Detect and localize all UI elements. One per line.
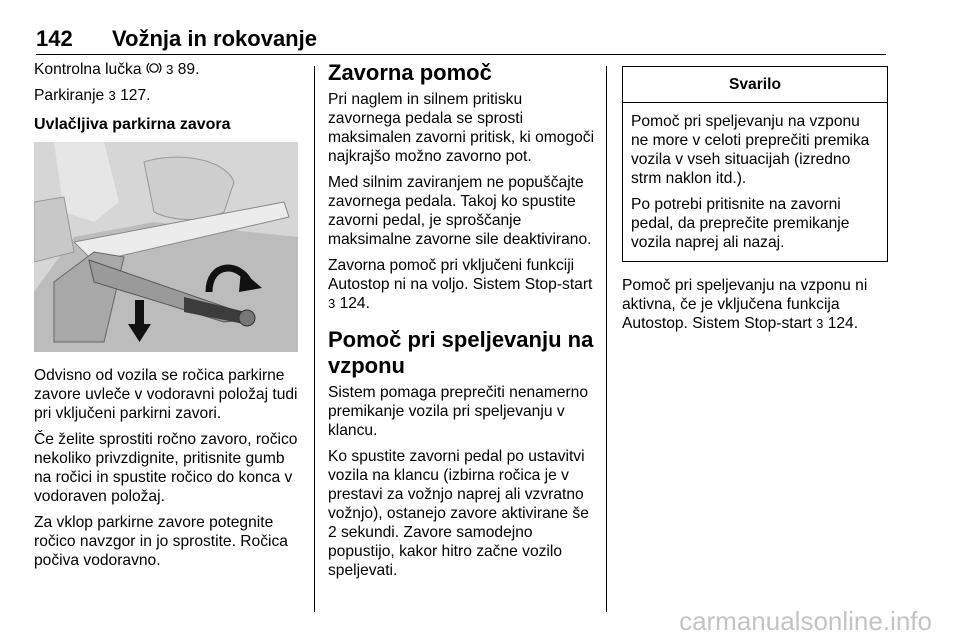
section-heading: Pomoč pri speljevanju na vzponu — [328, 327, 594, 378]
chapter-title: Vožnja in rokovanje — [112, 26, 317, 51]
page-ref-arrow-icon: 3 — [816, 316, 824, 331]
warning-light-reference: Kontrolna lučka 3 89. — [34, 61, 200, 78]
column-divider — [606, 66, 607, 612]
column-3 — [622, 60, 888, 340]
parking-reference: Parkiranje 3 127. — [34, 87, 151, 104]
page-ref-arrow-icon: 3 — [166, 62, 174, 77]
paragraph: Odvisno od vozila se ročica parkirne zavore uvleče v vodoravni položaj tudi pri vključeni parkirni zavori. — [34, 367, 298, 422]
paragraph: Pomoč pri speljevanju na vzponu ni aktivna, če je vključena funkcija Autostop. Sistem Stop-start 3 124. — [622, 277, 868, 332]
column-1 — [34, 60, 300, 577]
paragraph: Med silnim zaviranjem ne popuščajte zavornega pedala. Takoj ko spustite zavorni pedal, je sproščanje maksimalne zavorne sile deaktivirano. — [328, 174, 592, 248]
warning-box — [622, 66, 888, 262]
paragraph: Pri naglem in silnem pritisku zavornega pedala se sprosti maksimalen zavorni pritisk, ki omogoči najkrajšo možno zavorno pot. — [328, 91, 595, 165]
paragraph: Po potrebi pritisnite na zavorni pedal, da preprečite premikanje vozila naprej ali nazaj. — [631, 196, 850, 251]
paragraph: Za vklop parkirne zavore potegnite ročico navzgor in jo sprostite. Ročica počiva vodoravno. — [34, 514, 288, 569]
header-divider — [36, 54, 886, 55]
parking-brake-lever-illustration — [34, 142, 298, 352]
paragraph: Sistem pomaga preprečiti nenamerno premikanje vozila pri speljevanju v klancu. — [328, 384, 589, 439]
paragraph: Pomoč pri speljevanju na vzponu ne more v celoti preprečiti premika vozila v vseh situacijah (izredno strm naklon itd.). — [631, 113, 870, 187]
section-heading: Zavorna pomoč — [328, 60, 492, 85]
paragraph: Ko spustite zavorni pedal po ustavitvi vozila na klancu (izbirna ročica je v prestavi za vožnjo naprej ali vzvratno vožnjo), ostanejo zavore aktivirane še 2 sekundi. Zavore samodejno popustijo, kakor hitro začne vozilo speljevati. — [328, 448, 589, 579]
paragraph: Zavorna pomoč pri vključeni funkciji Autostop ni na voljo. Sistem Stop-start 3 124. — [328, 257, 593, 312]
watermark: carmanualsonline.info — [679, 606, 932, 636]
page-number: 142 — [36, 26, 73, 51]
section-heading: Uvlačljiva parkirna zavora — [34, 116, 231, 133]
paragraph: Če želite sprostiti ročno zavoro, ročico nekoliko privzdignite, pritisnite gumb na ročici in spustite ročico do konca v vodoraven položaj. — [34, 431, 298, 505]
column-2 — [328, 60, 596, 587]
page-header — [36, 22, 886, 52]
brake-warning-icon — [146, 61, 162, 78]
page-ref-arrow-icon: 3 — [328, 296, 336, 311]
page-ref-arrow-icon: 3 — [108, 88, 116, 103]
warning-body — [623, 103, 887, 261]
warning-title: Svarilo — [623, 67, 887, 103]
column-divider — [314, 66, 315, 612]
